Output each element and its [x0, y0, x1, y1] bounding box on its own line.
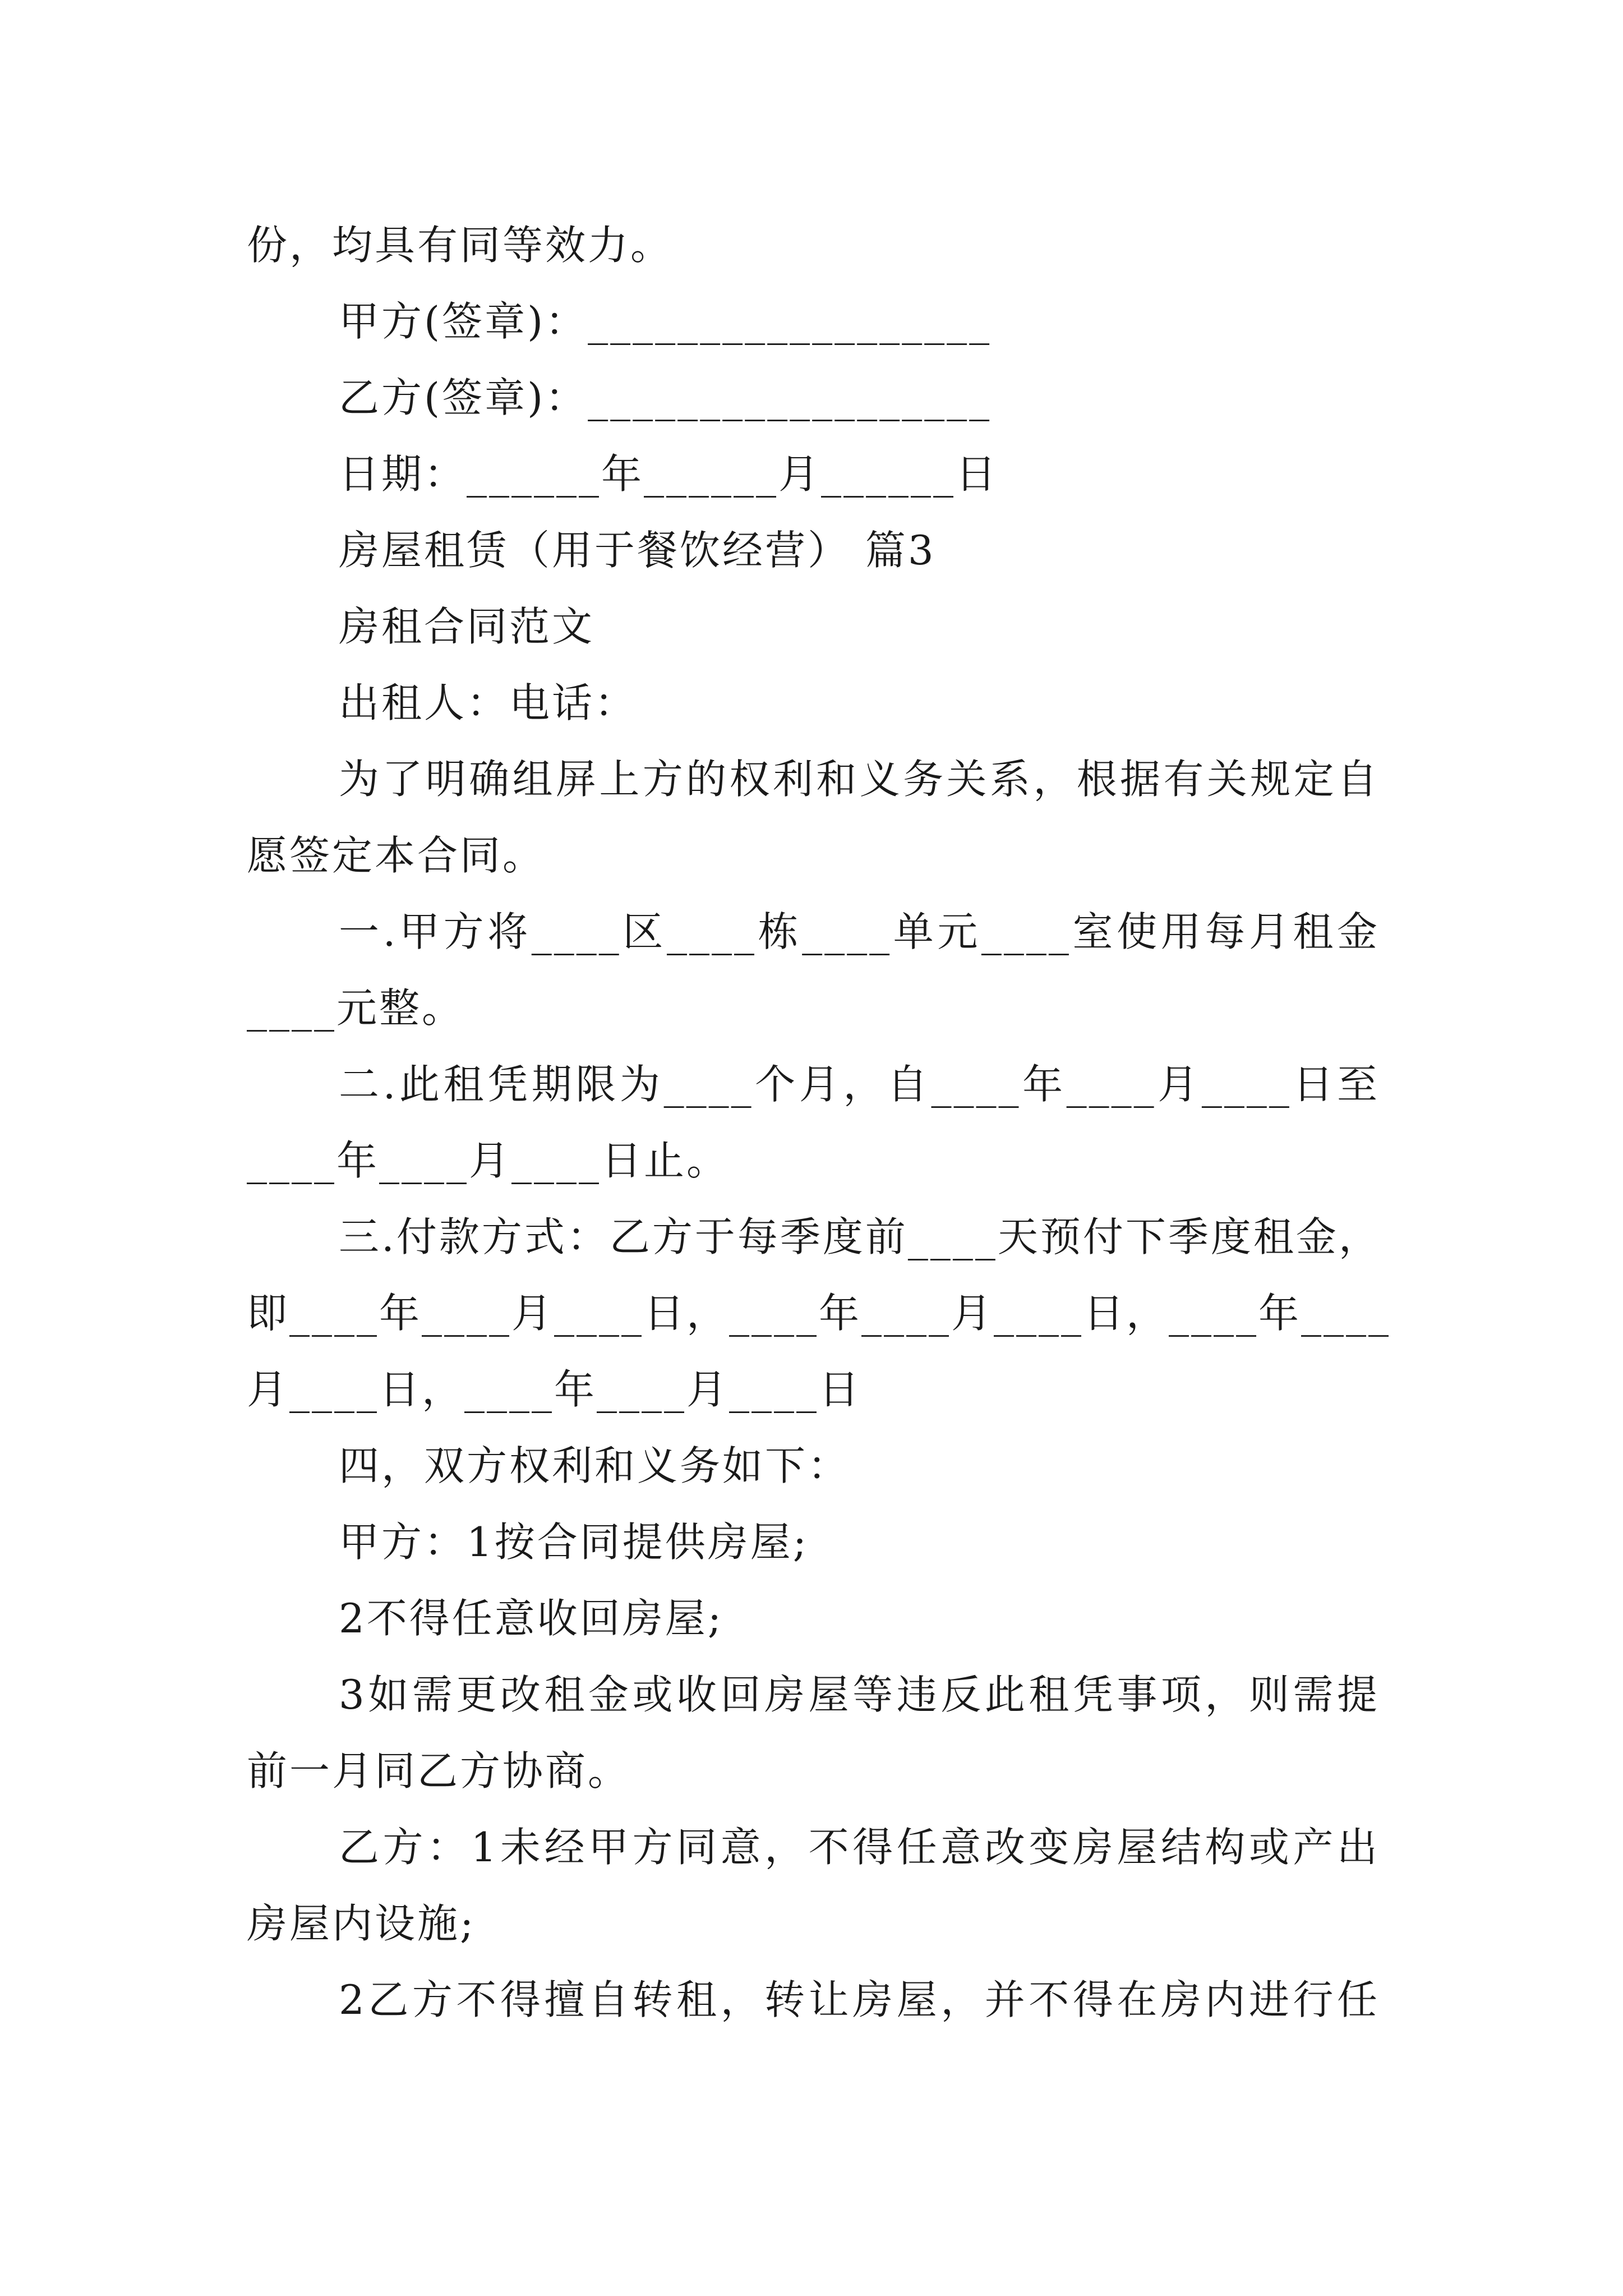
clause-3-line: 月____日，____年____月____日 — [247, 1366, 862, 1413]
clause-1-line: ____元整。 — [247, 984, 465, 1032]
party-a-duty-line: 3如需更改租金或收回房屋等违反此租凭事项，则需提 — [339, 1671, 1380, 1718]
party-b-duty-line: 2乙方不得擅自转租，转让房屋，并不得在房内进行任 — [339, 1976, 1380, 2023]
contract-title: 房租合同范文 — [339, 603, 595, 650]
paragraph-line: 愿签定本合同。 — [247, 832, 546, 879]
lessor-line: 出租人：电话： — [339, 679, 638, 726]
clause-2-line: 二.此租凭期限为____个月，自____年____月____日至 — [339, 1061, 1380, 1108]
clause-4-heading: 四，双方权利和义务如下： — [339, 1442, 851, 1489]
text-line: 份，均具有同等效力。 — [247, 222, 674, 269]
party-b-signature-line: 乙方(签章)：__________________ — [339, 374, 992, 421]
party-b-duty-line: 乙方：1未经甲方同意，不得任意改变房屋结构或产出 — [339, 1824, 1380, 1871]
party-a-signature-line: 甲方(签章)：__________________ — [339, 298, 992, 345]
party-a-duty-line: 甲方：1按合同提供房屋; — [339, 1519, 809, 1566]
party-a-duty-line: 2不得任意收回房屋; — [339, 1595, 724, 1642]
party-b-duty-line: 房屋内设施; — [247, 1900, 476, 1947]
clause-1-line: 一.甲方将____区____栋____单元____室使用每月租金 — [339, 908, 1380, 955]
paragraph-line: 为了明确组屏上方的权利和义务关系，根据有关规定自 — [339, 756, 1380, 803]
clause-3-line: 即____年____月____日，____年____月____日，____年____ — [247, 1290, 1391, 1337]
party-a-duty-line: 前一月同乙方协商。 — [247, 1747, 631, 1795]
date-line: 日期：______年______月______日 — [339, 450, 999, 498]
clause-3-line: 三.付款方式：乙方于每季度前____天预付下季度租金， — [339, 1213, 1381, 1260]
section-heading: 房屋租赁（用于餐饮经营） 篇3 — [339, 527, 936, 574]
clause-2-line: ____年____月____日止。 — [247, 1137, 730, 1184]
